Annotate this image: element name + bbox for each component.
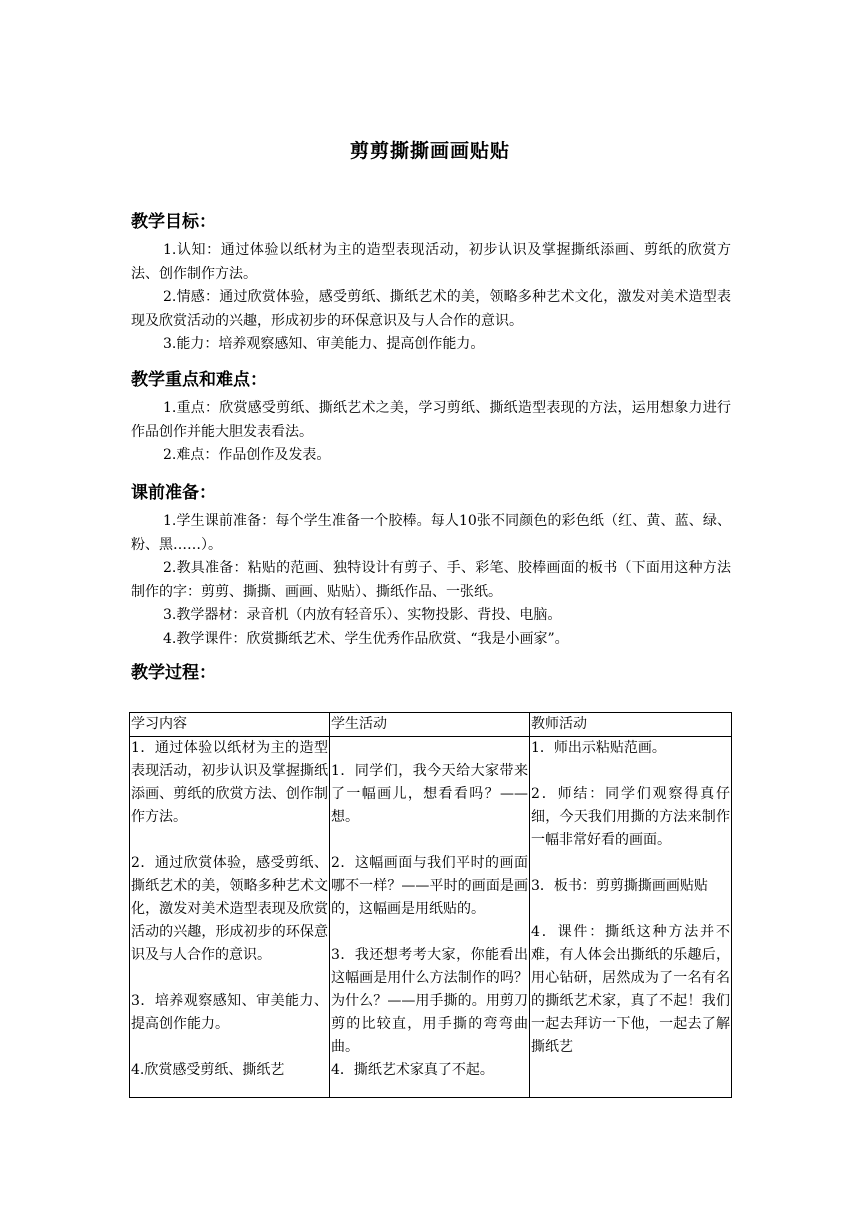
objective-item: 2.情感：通过欣赏体验，感受剪纸、撕纸艺术的美，领略多种艺术文化，激发对美术造型表现及欣赏活动的兴趣，形成初步的环保意识及与人合作的意识。 bbox=[131, 289, 731, 329]
table-cell-student bbox=[330, 737, 530, 1098]
table-header-teacher: 教师活动 bbox=[530, 713, 732, 737]
preparation-heading: 课前准备： bbox=[131, 483, 216, 503]
table-cell-content bbox=[130, 737, 330, 1098]
preparation-item: 4.教学课件：欣赏撕纸艺术、学生优秀作品欣赏、“我是小画家”。 bbox=[163, 630, 569, 647]
table-header-row bbox=[130, 713, 732, 737]
process-table bbox=[129, 712, 732, 1098]
key-point-item: 1.重点：欣赏感受剪纸、撕纸艺术之美，学习剪纸、撕纸造型表现的方法，运用想象力进行作品创作并能大胆发表看法。 bbox=[131, 400, 731, 440]
key-points-heading: 教学重点和难点： bbox=[131, 370, 267, 390]
process-heading: 教学过程： bbox=[131, 663, 216, 683]
table-row bbox=[130, 737, 732, 1098]
objective-item: 1.认知：通过体验以纸材为主的造型表现活动，初步认识及掌握撕纸添画、剪纸的欣赏方法、创作制作方法。 bbox=[131, 242, 731, 282]
document-title: 剪剪撕撕画画贴贴 bbox=[349, 140, 510, 162]
preparation-list bbox=[131, 510, 731, 651]
objective-item: 3.能力：培养观察感知、审美能力、提高创作能力。 bbox=[163, 336, 485, 352]
table-header-student: 学生活动 bbox=[330, 713, 530, 737]
preparation-item: 3.教学器材：录音机（内放有轻音乐）、实物投影、背投、电脑。 bbox=[163, 607, 562, 623]
objectives-heading: 教学目标： bbox=[131, 212, 216, 232]
key-points-list bbox=[131, 397, 731, 468]
teacher-activity-text: 1．师出示粘贴范画。 2．师结：同学们观察得真仔细，今天我们用撕的方法来制作一幅非常好看的画面。 3．板书：剪剪撕撕画画贴贴 4．课件：撕纸这种方法并不难，有人体会出撕纸的乐趣后，用心钻研，居然成为了一名有名的撕纸艺术家，真了不起！我们一起去拜访一下他，一起去了解撕纸艺 bbox=[531, 740, 730, 1055]
preparation-item: 1.学生课前准备：每个学生准备一个胶棒。每人10张不同颜色的彩色纸（红、黄、蓝、绿、粉、黑……）。 bbox=[131, 513, 731, 553]
student-activity-text: 1．同学们，我今天给大家带来了一幅画儿，想看看吗？——想。 2．这幅画面与我们平时的画面哪不一样？——平时的画面是画的，这幅画是用纸贴的。 3．我还想考考大家，你能看出这幅画是用什么方法制作的吗？为什么？——用手撕的。用剪刀剪的比较直，用手撕的弯弯曲曲。 4．撕纸艺术家真了不起。 bbox=[331, 763, 528, 1078]
table-header-content: 学习内容 bbox=[130, 713, 330, 737]
objectives-list bbox=[131, 239, 731, 357]
learning-content-text: 1．通过体验以纸材为主的造型表现活动，初步认识及掌握撕纸添画、剪纸的欣赏方法、创作制作方法。 2．通过欣赏体验，感受剪纸、撕纸艺术的美，领略多种艺术文化，激发对美术造型表现及欣赏活动的兴趣，形成初步的环保意识及与人合作的意识。 3．培养观察感知、审美能力、提高创作能力。 4.欣赏感受剪纸、撕纸艺 bbox=[131, 740, 328, 1078]
preparation-item: 2.教具准备：粘贴的范画、独特设计有剪子、手、彩笔、胶棒画面的板书（下面用这种方法制作的字：剪剪、撕撕、画画、贴贴）、撕纸作品、一张纸。 bbox=[131, 560, 731, 600]
key-point-item: 2.难点：作品创作及发表。 bbox=[163, 447, 331, 463]
table-cell-teacher bbox=[530, 737, 732, 1098]
